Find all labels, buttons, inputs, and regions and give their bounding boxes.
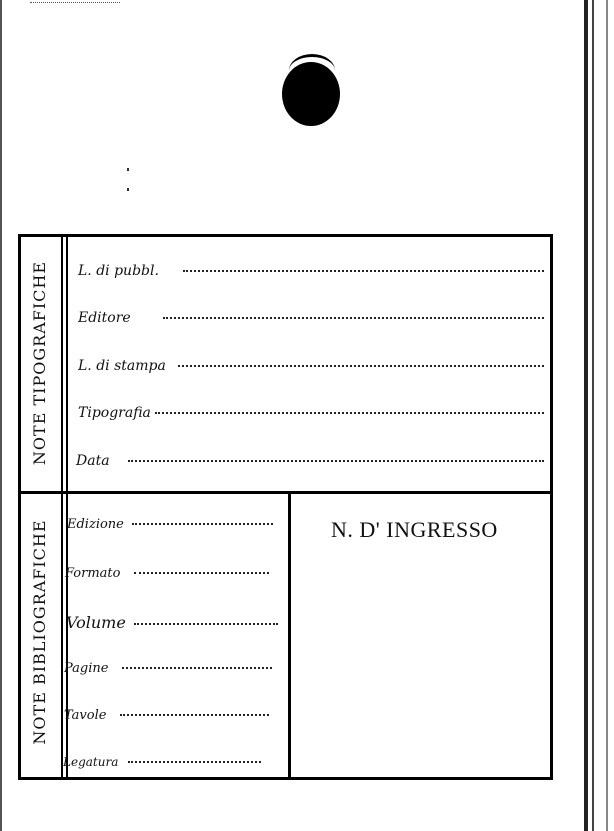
ingresso-divider [288, 494, 291, 777]
field-dotted-line [128, 460, 544, 462]
page-right-edge [584, 0, 588, 831]
field-label: L. di pubbl. [78, 263, 159, 279]
page-right-edge-outer [606, 0, 608, 831]
field-row [67, 517, 273, 532]
field-row [78, 358, 544, 374]
field-dotted-line [122, 667, 272, 669]
speck [127, 168, 129, 171]
catalog-card [18, 234, 553, 780]
numero-ingresso-title: N. D' INGRESSO [331, 517, 498, 542]
field-label: Data [76, 453, 110, 469]
field-row [64, 708, 269, 723]
field-row [78, 310, 544, 326]
field-row [78, 263, 544, 279]
vertical-double-rule [61, 237, 68, 777]
field-dotted-line [155, 412, 544, 414]
field-label: Formato [65, 566, 121, 581]
field-row [66, 613, 278, 632]
top-scratch-mark [30, 2, 120, 5]
field-row [76, 453, 544, 469]
field-row [78, 405, 544, 421]
speck [127, 188, 129, 191]
field-dotted-line [120, 714, 269, 716]
field-row [65, 566, 269, 581]
page-right-edge-inner [592, 0, 594, 831]
field-label: Pagine [64, 661, 109, 676]
field-label: Legatura [63, 755, 119, 769]
field-dotted-line [134, 572, 269, 574]
field-dotted-line [128, 761, 261, 763]
field-dotted-line [163, 317, 544, 319]
field-dotted-line [183, 270, 544, 272]
field-row [63, 755, 261, 769]
field-dotted-line [134, 623, 278, 625]
side-label-bibliografiche: NOTE BIBLIOGRAFICHE [30, 519, 49, 745]
field-label: L. di stampa [78, 358, 166, 374]
field-dotted-line [178, 365, 544, 367]
field-label: Tipografia [78, 405, 151, 421]
side-label-tipografiche: NOTE TIPOGRAFICHE [30, 260, 49, 466]
punch-hole [282, 62, 340, 126]
field-label: Editore [78, 310, 131, 326]
field-label: Tavole [64, 708, 107, 723]
field-label: Volume [66, 613, 126, 632]
field-label: Edizione [67, 517, 124, 532]
section-divider [21, 491, 550, 494]
field-dotted-line [132, 523, 273, 525]
field-row [64, 661, 272, 676]
page-left-edge [0, 0, 2, 831]
